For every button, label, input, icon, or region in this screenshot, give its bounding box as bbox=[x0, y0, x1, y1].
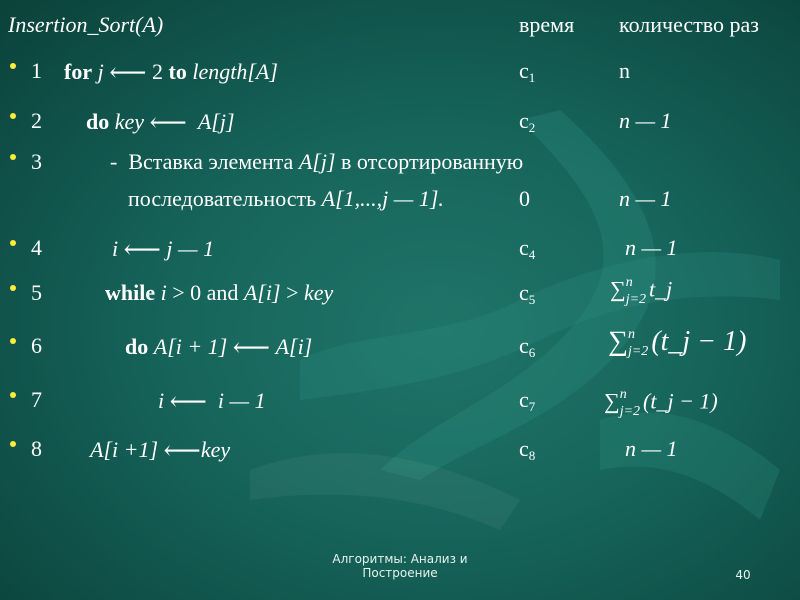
cost-value: $c_8$ bbox=[519, 436, 536, 463]
code-text: i ⟵ j — 1 bbox=[112, 235, 215, 264]
left-arrow-icon: ⟵ bbox=[149, 108, 187, 137]
line-number: 7 bbox=[31, 387, 42, 412]
left-arrow-icon: ⟵ bbox=[163, 436, 201, 465]
bullet-dot bbox=[10, 392, 16, 398]
code-text: i ⟵ i — 1 bbox=[158, 387, 266, 416]
cost-value: $c_7$ bbox=[519, 387, 536, 414]
code-comment-line-2: последовательность A[1,...,j — 1]. bbox=[128, 186, 444, 211]
code-text: while i > 0 and A[i] > key bbox=[105, 280, 334, 305]
count-value: n — 1 bbox=[619, 186, 672, 211]
cost-value: $c_5$ bbox=[519, 280, 536, 307]
cost-value: $c_1$ bbox=[519, 58, 536, 85]
line-number: 8 bbox=[31, 436, 42, 461]
cost-value: $c_2$ bbox=[519, 108, 536, 135]
code-text: for j ⟵ 2 to length[A] bbox=[64, 58, 278, 87]
left-arrow-icon: ⟵ bbox=[109, 58, 147, 87]
left-arrow-icon: ⟵ bbox=[232, 333, 271, 362]
bullet-dot bbox=[10, 113, 16, 119]
code-text: do key ⟵ A[j] bbox=[86, 108, 235, 137]
column-header-time: время bbox=[519, 12, 575, 37]
line-number: 2 bbox=[31, 108, 42, 133]
bullet-dot bbox=[10, 63, 16, 69]
page-number: 40 bbox=[735, 568, 751, 582]
code-text: A[i +1] ⟵key bbox=[90, 436, 231, 465]
bullet-dot bbox=[10, 154, 16, 160]
line-number: 6 bbox=[31, 333, 42, 358]
count-value: n — 1 bbox=[625, 436, 678, 461]
footer-title: Алгоритмы: Анализ и Построение bbox=[332, 552, 468, 580]
bullet-dot bbox=[10, 240, 16, 246]
count-value: n — 1 bbox=[619, 108, 672, 133]
left-arrow-icon: ⟵ bbox=[169, 387, 207, 416]
bullet-dot bbox=[10, 285, 16, 291]
count-value: n — 1 bbox=[625, 235, 678, 260]
line-number: 1 bbox=[31, 58, 42, 83]
sum-formula-tj: ∑ n j=2 t_j bbox=[610, 275, 673, 307]
line-number: 5 bbox=[31, 280, 42, 305]
cost-value: $c_4$ bbox=[519, 235, 536, 262]
sum-formula-tj-minus-one-small: ∑ n j=2 (t_j − 1) bbox=[604, 387, 718, 419]
sum-formula-tj-minus-one: ∑ n j=2 (t_j − 1) bbox=[608, 326, 747, 359]
line-number: 4 bbox=[31, 235, 42, 260]
left-arrow-icon: ⟵ bbox=[123, 235, 161, 264]
bullet-dot bbox=[10, 441, 16, 447]
code-text: do A[i + 1] ⟵ A[i] bbox=[125, 333, 313, 362]
bullet-dot bbox=[10, 338, 16, 344]
algorithm-title: Insertion_Sort(A) bbox=[8, 12, 164, 37]
column-header-count: количество раз bbox=[619, 12, 759, 37]
cost-value: 0 bbox=[519, 186, 530, 211]
line-number: 3 bbox=[31, 149, 42, 174]
cost-value: $c_6$ bbox=[519, 333, 536, 360]
code-comment-line-1: - Вставка элемента A[j] в отсортированную bbox=[110, 149, 524, 174]
count-value: n bbox=[619, 58, 630, 83]
